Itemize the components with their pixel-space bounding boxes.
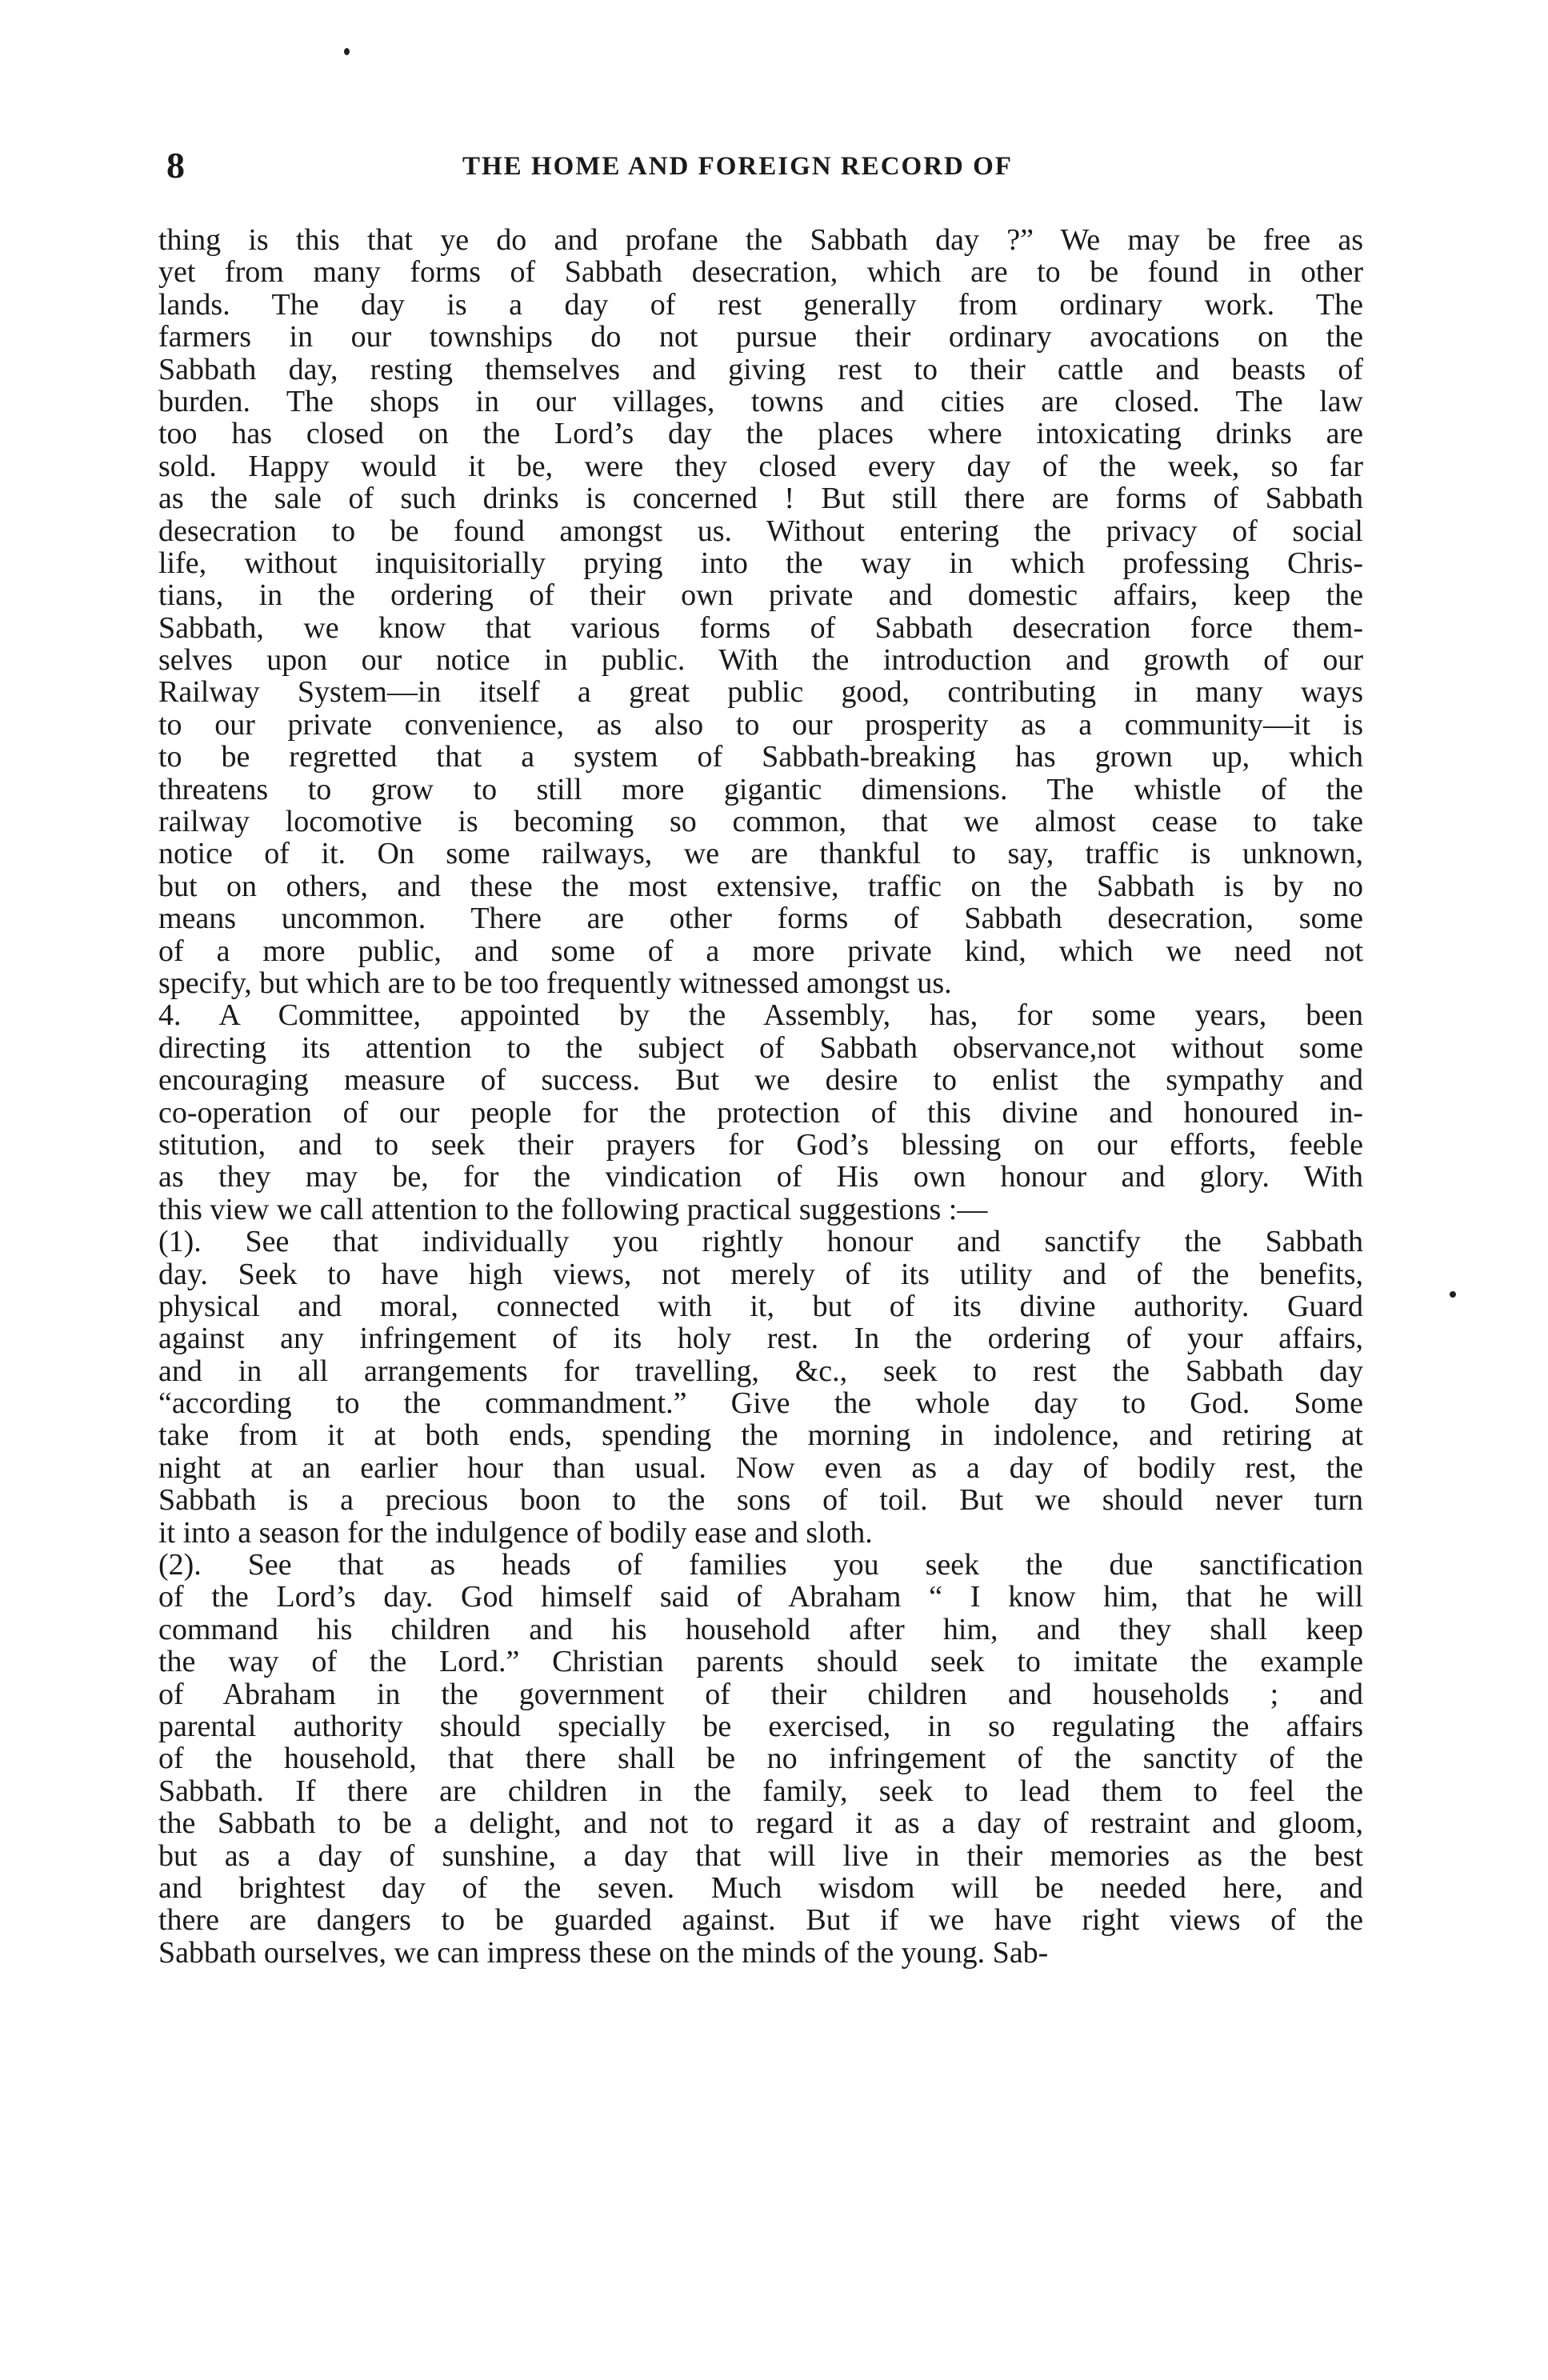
text-line: specify, but which are to be too frequently witnessed amongst us. [158, 966, 952, 1000]
text-line: and in all arrangements for travelling, &c., seek to rest the Sabbath day [158, 1354, 1363, 1388]
text-line: but as a day of sunshine, a day that will live in their memories as the best [158, 1838, 1363, 1873]
text-line: take from it at both ends, spending the morning in indolence, and retiring at [158, 1418, 1363, 1453]
text-line: tians, in the ordering of their own private and domestic affairs, keep the [158, 578, 1363, 613]
text-line: directing its attention to the subject of Sabbath observance,not without some [158, 1030, 1363, 1065]
text-line: selves upon our notice in public. With the introduction and growth of our [158, 643, 1363, 678]
text-line: the way of the Lord.” Christian parents should seek to imitate the example [158, 1645, 1363, 1679]
ink-speck [1450, 1291, 1456, 1298]
text-line: parental authority should specially be exercised, in so regulating the affairs [158, 1709, 1363, 1743]
text-line: physical and moral, connected with it, but of its divine authority. Guard [158, 1289, 1363, 1323]
text-line: Sabbath. If there are children in the family, seek to lead them to feel the [158, 1774, 1363, 1808]
page-header [166, 146, 1374, 186]
text-line: threatens to grow to still more gigantic dimensions. The whistle of the [158, 772, 1363, 806]
text-line: as they may be, for the vindication of His own honour and glory. With [158, 1160, 1363, 1194]
text-line: Sabbath day, resting themselves and giving rest to their cattle and beasts of [158, 352, 1363, 386]
text-line: railway locomotive is becoming so common, that we almost cease to take [158, 805, 1363, 839]
text-line: desecration to be found amongst us. Without entering the privacy of social [158, 514, 1363, 548]
text-line: of the household, that there shall be no infringement of the sanctity of the [158, 1742, 1363, 1776]
ink-speck [344, 48, 350, 55]
text-line: of the Lord’s day. God himself said of Abraham “ I know him, that he will [158, 1580, 1363, 1614]
text-line: against any infringement of its holy rest. In the ordering of your affairs, [158, 1322, 1363, 1356]
text-line: to be regretted that a system of Sabbath-breaking has grown up, which [158, 740, 1363, 774]
text-line: it into a season for the indulgence of bodily ease and sloth. [158, 1515, 873, 1550]
text-line: but on others, and these the most extensive, traffic on the Sabbath is by no [158, 869, 1363, 903]
text-line: (2). See that as heads of families you seek the due sanctification [158, 1548, 1363, 1582]
text-line: 4. A Committee, appointed by the Assembly, has, for some years, been [158, 998, 1363, 1033]
text-line: burden. The shops in our villages, towns and cities are closed. The law [158, 384, 1363, 418]
text-line: and brightest day of the seven. Much wisdom will be needed here, and [158, 1870, 1363, 1905]
text-line: lands. The day is a day of rest generally from ordinary work. The [158, 287, 1363, 322]
text-line: farmers in our townships do not pursue their ordinary avocations on the [158, 320, 1363, 354]
text-line: Sabbath ourselves, we can impress these on the minds of the young. Sab- [158, 1935, 1049, 1970]
text-line: Railway System—in itself a great public good, contributing in many ways [158, 675, 1363, 710]
text-line: means uncommon. There are other forms of Sabbath desecration, some [158, 902, 1363, 936]
text-line: Sabbath, we know that various forms of Sabbath desecration force them- [158, 610, 1363, 645]
text-line: notice of it. On some railways, we are thankful to say, traffic is unknown, [158, 837, 1363, 871]
text-line: of a more public, and some of a more private kind, which we need not [158, 934, 1363, 968]
text-line: as the sale of such drinks is concerned ! But still there are forms of Sabbath [158, 482, 1363, 516]
text-line: “according to the commandment.” Give the whole day to God. Some [158, 1386, 1363, 1421]
text-line: there are dangers to be guarded against. But if we have right views of the [158, 1903, 1363, 1938]
running-title: THE HOME AND FOREIGN RECORD OF [462, 152, 1013, 181]
text-line: command his children and his household after him, and they shall keep [158, 1612, 1363, 1646]
text-line: life, without inquisitorially prying into the way in which professing Chris- [158, 546, 1363, 580]
text-line: this view we call attention to the following practical suggestions :— [158, 1192, 988, 1226]
body-text [158, 224, 1363, 1969]
text-line: too has closed on the Lord’s day the places where intoxicating drinks are [158, 417, 1363, 451]
text-line: Sabbath is a precious boon to the sons of toil. But we should never turn [158, 1483, 1363, 1518]
text-line: co-operation of our people for the protection of this divine and honoured in- [158, 1095, 1363, 1130]
text-line: yet from many forms of Sabbath desecration, which are to be found in other [158, 255, 1363, 290]
text-line: night at an earlier hour than usual. Now even as a day of bodily rest, the [158, 1450, 1363, 1485]
text-line: day. Seek to have high views, not merely of its utility and of the benefits, [158, 1257, 1363, 1291]
text-line: the Sabbath to be a delight, and not to regard it as a day of restraint and gloom, [158, 1806, 1363, 1841]
text-line: stitution, and to seek their prayers for God’s blessing on our efforts, feeble [158, 1127, 1363, 1162]
text-line: to our private convenience, as also to our prosperity as a community—it is [158, 707, 1363, 742]
text-line: thing is this that ye do and profane the Sabbath day ?” We may be free as [158, 223, 1363, 257]
page-number: 8 [166, 145, 185, 186]
text-line: (1). See that individually you rightly honour and sanctify the Sabbath [158, 1225, 1363, 1259]
text-line: of Abraham in the government of their children and households ; and [158, 1677, 1363, 1711]
text-line: encouraging measure of success. But we desire to enlist the sympathy and [158, 1063, 1363, 1098]
text-line: sold. Happy would it be, were they closed every day of the week, so far [158, 449, 1363, 483]
